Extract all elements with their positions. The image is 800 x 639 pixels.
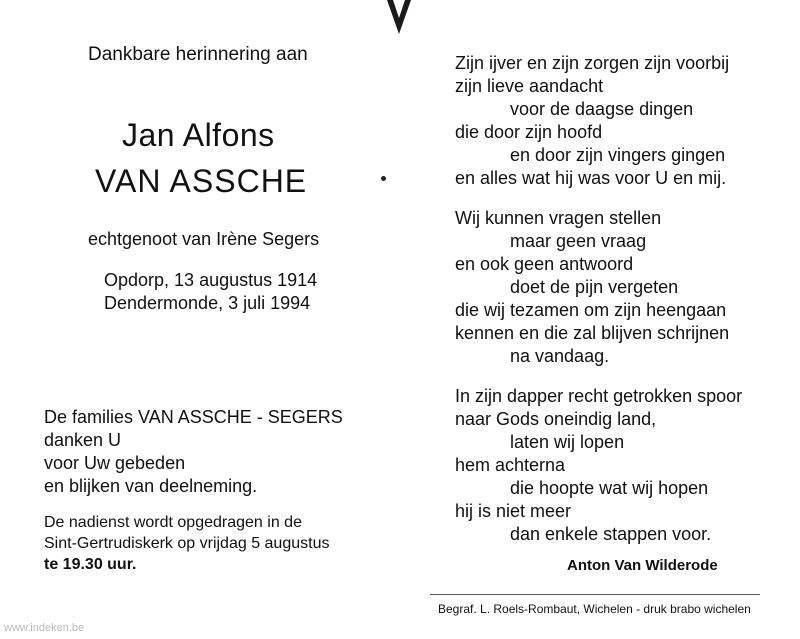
- service-line: De nadienst wordt opgedragen in de: [44, 514, 302, 531]
- poem-line: hem achterna: [455, 455, 566, 475]
- poem-line: en alles wat hij was voor U en mij.: [455, 168, 727, 188]
- spouse-line: echtgenoot van Irène Segers: [88, 229, 320, 249]
- poem-line: Wij kunnen vragen stellen: [455, 208, 662, 228]
- service-line: Sint-Gertrudiskerk op vrijdag 5 augustus: [44, 535, 330, 552]
- deceased-surname: VAN ASSCHE: [95, 163, 308, 199]
- intro-text: Dankbare herinnering aan: [88, 44, 308, 65]
- right-panel: [400, 0, 800, 639]
- family-line: en blijken van deelneming.: [44, 476, 258, 496]
- poem-line: en door zijn vingers gingen: [510, 145, 726, 165]
- poem-line: die wij tezamen om zijn heengaan: [455, 300, 727, 320]
- poem-line: hij is niet meer: [455, 501, 572, 521]
- death-line: Dendermonde, 3 juli 1994: [104, 293, 311, 313]
- poem-line: die door zijn hoofd: [455, 122, 603, 142]
- deceased-first-names: Jan Alfons: [122, 117, 275, 153]
- family-line: danken U: [44, 430, 122, 450]
- service-time: te 19.30 uur.: [44, 556, 137, 573]
- ink-dot: [381, 176, 386, 181]
- poem-line: dan enkele stappen voor.: [510, 524, 712, 544]
- watermark: www.indeken.be: [4, 622, 85, 634]
- family-line: De families VAN ASSCHE - SEGERS: [44, 407, 343, 427]
- printer-credit: Begraf. L. Roels-Rombaut, Wichelen - druk brabo wichelen: [438, 602, 751, 616]
- poem-line: maar geen vraag: [510, 231, 647, 251]
- poem-line: die hoopte wat wij hopen: [510, 478, 709, 498]
- poem-author: Anton Van Wilderode: [567, 557, 718, 574]
- birth-line: Opdorp, 13 augustus 1914: [104, 270, 318, 290]
- poem-line: laten wij lopen: [510, 432, 625, 452]
- footer-rule: [430, 594, 760, 595]
- poem-line: Zijn ijver en zijn zorgen zijn voorbij: [455, 53, 730, 73]
- poem-line: voor de daagse dingen: [510, 99, 694, 119]
- poem-line: en ook geen antwoord: [455, 254, 634, 274]
- poem-line: zijn lieve aandacht: [455, 76, 604, 96]
- poem-line: In zijn dapper recht getrokken spoor: [455, 386, 743, 406]
- poem-line: doet de pijn vergeten: [510, 277, 679, 297]
- poem-line: naar Gods oneindig land,: [455, 409, 657, 429]
- family-line: voor Uw gebeden: [44, 453, 186, 473]
- poem-line: kennen en die zal blijven schrijnen: [455, 323, 730, 343]
- poem-line: na vandaag.: [510, 346, 610, 366]
